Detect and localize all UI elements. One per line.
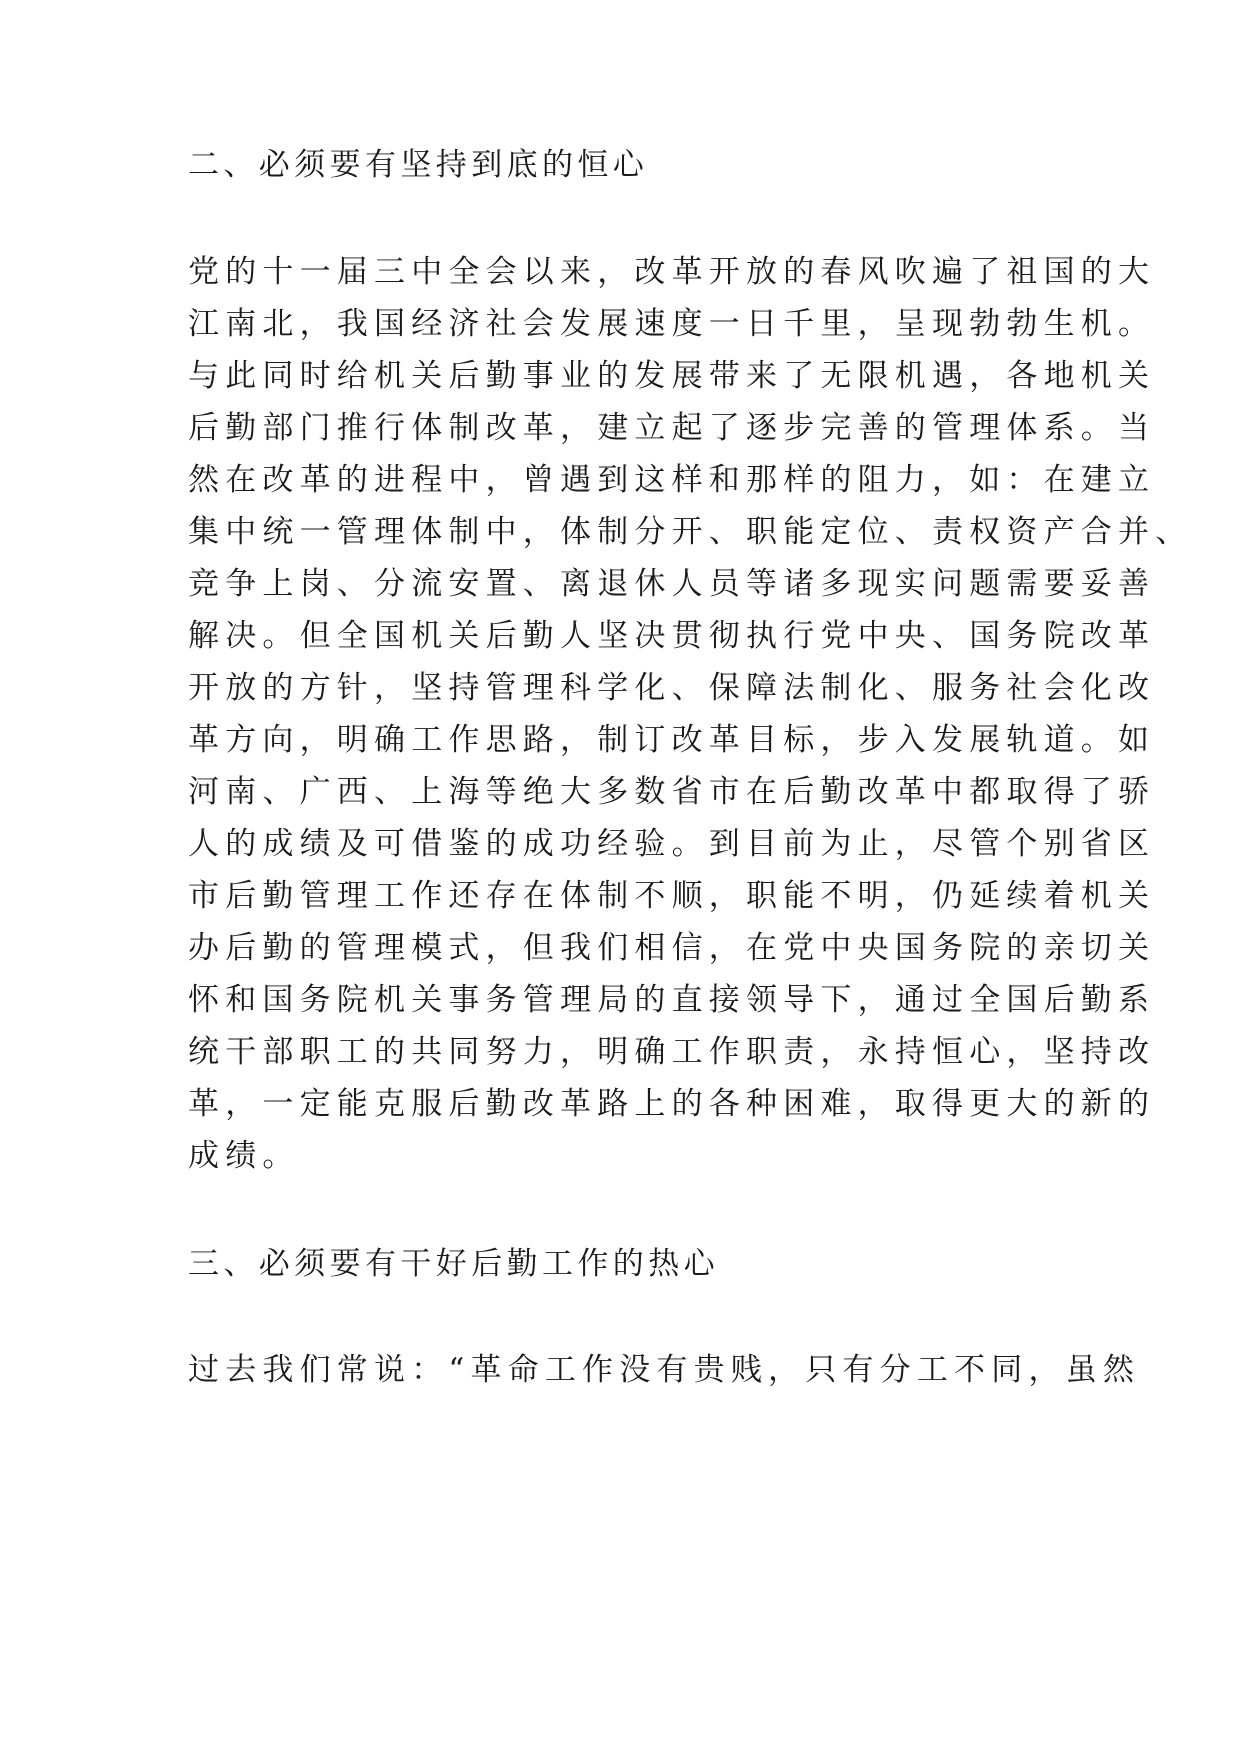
paragraph-1-line: 成绩。 (188, 1138, 300, 1174)
paragraph-1-line: 后勤部门推行体制改革，建立起了逐步完善的管理体系。当 (188, 410, 1156, 446)
paragraph-1-line: 统干部职工的共同努力，明确工作职责，永持恒心，坚持改 (188, 1034, 1156, 1070)
section-heading-2: 二、必须要有坚持到底的恒心 (188, 147, 649, 183)
paragraph-1-line: 市后勤管理工作还存在体制不顺，职能不明，仍延续着机关 (188, 878, 1156, 914)
paragraph-1-line: 人的成绩及可借鉴的成功经验。到目前为止，尽管个别省区 (188, 826, 1156, 862)
paragraph-1-line: 革方向，明确工作思路，制订改革目标，步入发展轨道。如 (188, 722, 1156, 758)
paragraph-1-line: 江南北，我国经济社会发展速度一日千里，呈现勃勃生机。 (188, 306, 1156, 342)
paragraph-1-line: 开放的方针，坚持管理科学化、保障法制化、服务社会化改 (188, 670, 1156, 706)
paragraph-1-line: 集中统一管理体制中，体制分开、职能定位、责权资产合并、 (188, 514, 1193, 550)
paragraph-1-line: 办后勤的管理模式，但我们相信，在党中央国务院的亲切关 (188, 930, 1156, 966)
paragraph-1-line: 与此同时给机关后勤事业的发展带来了无限机遇，各地机关 (188, 358, 1156, 394)
paragraph-1-line: 然在改革的进程中，曾遇到这样和那样的阻力，如：在建立 (188, 462, 1156, 498)
paragraph-1-line: 怀和国务院机关事务管理局的直接领导下，通过全国后勤系 (188, 982, 1156, 1018)
paragraph-2-line: 过去我们常说：“革命工作没有贵贱，只有分工不同，虽然 (188, 1352, 1141, 1388)
paragraph-1-line: 河南、广西、上海等绝大多数省市在后勤改革中都取得了骄 (188, 774, 1156, 810)
section-heading-3: 三、必须要有干好后勤工作的热心 (188, 1246, 719, 1282)
paragraph-1-line: 革，一定能克服后勤改革路上的各种困难，取得更大的新的 (188, 1086, 1156, 1122)
paragraph-1-line: 解决。但全国机关后勤人坚决贯彻执行党中央、国务院改革 (188, 618, 1156, 654)
paragraph-1-line: 党的十一届三中全会以来，改革开放的春风吹遍了祖国的大 (188, 254, 1156, 290)
paragraph-1-line: 竞争上岗、分流安置、离退休人员等诸多现实问题需要妥善 (188, 566, 1156, 602)
